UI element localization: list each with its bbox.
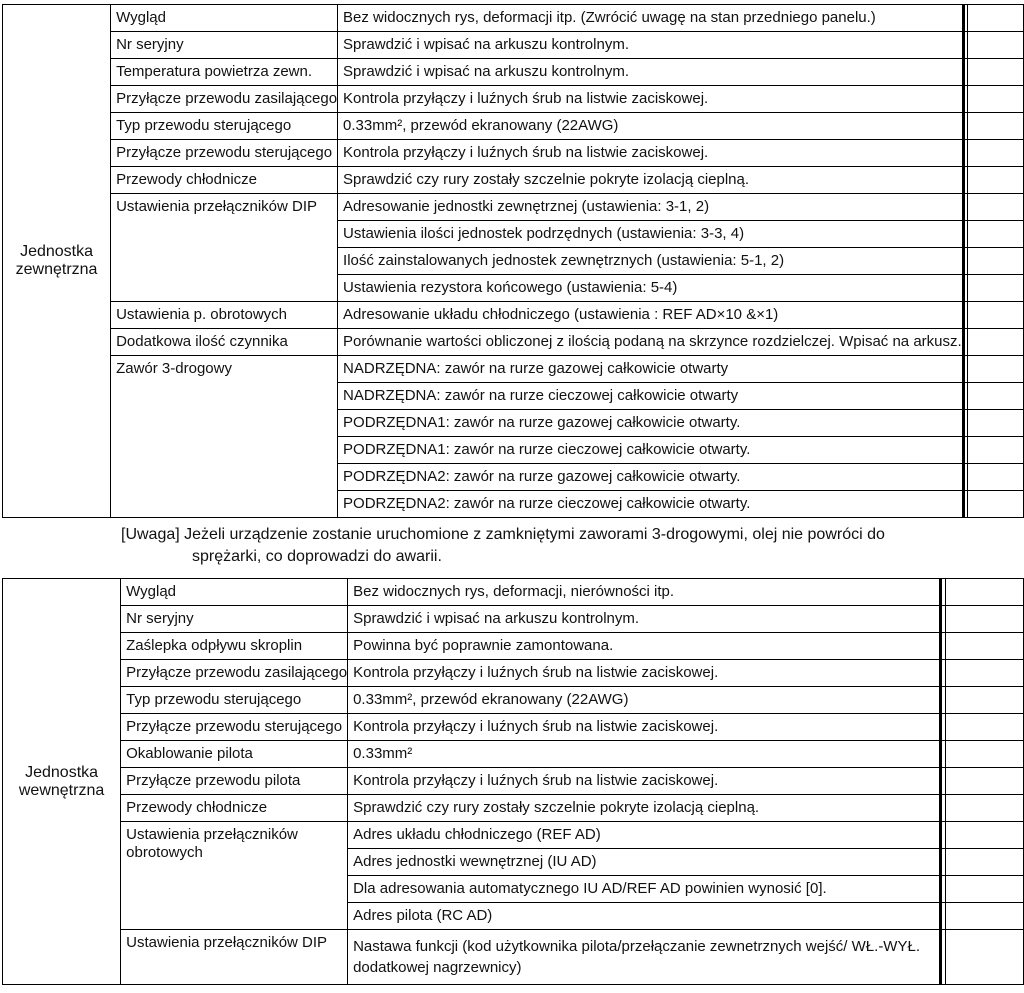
row-value: Nastawa funkcji (kod użytkownika pilota/przełączanie zewnetrznych wejść/ WŁ.-WYŁ. dodatkowej nagrzewnicy) — [348, 930, 941, 985]
remarks-cell[interactable] — [946, 606, 1024, 633]
row-value: Ilość zainstalowanych jednostek zewnętrznych (ustawienia: 5-1, 2) — [338, 248, 964, 275]
row-label: Wygląd — [111, 5, 338, 32]
row-label: Przyłącze przewodu zasilającego — [121, 660, 348, 687]
remarks-cell[interactable] — [967, 275, 1023, 302]
row-value: Bez widocznych rys, deformacji, nierówności itp. — [348, 579, 941, 606]
row-value: Ustawienia ilości jednostek podrzędnych (ustawienia: 3-3, 4) — [338, 221, 964, 248]
remarks-cell[interactable] — [946, 633, 1024, 660]
dip-switch-label: Ustawienia przełączników DIP — [121, 930, 348, 985]
row-label: Ustawienia p. obrotowych — [111, 302, 338, 329]
table-row — [3, 167, 1024, 194]
table-row — [3, 194, 1024, 221]
remarks-cell[interactable] — [946, 822, 1024, 849]
table-row — [3, 930, 1024, 985]
row-value: Kontrola przyłączy i luźnych śrub na listwie zaciskowej. — [338, 140, 964, 167]
remarks-cell[interactable] — [946, 903, 1024, 930]
row-value: Powinna być poprawnie zamontowana. — [348, 633, 941, 660]
row-value: PODRZĘDNA2: zawór na rurze gazowej całkowicie otwarty. — [338, 464, 964, 491]
table-row — [3, 714, 1024, 741]
table-row — [3, 633, 1024, 660]
row-value: NADRZĘDNA: zawór na rurze gazowej całkowicie otwarty — [338, 356, 964, 383]
row-value: Adresowanie jednostki zewnętrznej (ustawienia: 3-1, 2) — [338, 194, 964, 221]
remarks-cell[interactable] — [967, 86, 1023, 113]
remarks-cell[interactable] — [967, 302, 1023, 329]
outdoor-unit-checklist — [2, 4, 1024, 518]
remarks-cell[interactable] — [967, 167, 1023, 194]
row-label: Okablowanie pilota — [121, 741, 348, 768]
valve-label: Zawór 3-drogowy — [111, 356, 338, 518]
warning-note — [121, 524, 1021, 568]
table-row — [3, 356, 1024, 383]
table-row — [3, 32, 1024, 59]
row-label: Nr seryjny — [111, 32, 338, 59]
row-value: Adresowanie układu chłodniczego (ustawienia : REF AD×10 &×1) — [338, 302, 964, 329]
row-value: Sprawdzić i wpisać na arkuszu kontrolnym. — [348, 606, 941, 633]
remarks-cell[interactable] — [967, 491, 1023, 518]
remarks-cell[interactable] — [967, 194, 1023, 221]
table-row — [3, 660, 1024, 687]
row-label: Typ przewodu sterującego — [111, 113, 338, 140]
indoor-unit-checklist — [2, 578, 1024, 985]
row-label: Zaślepka odpływu skroplin — [121, 633, 348, 660]
row-value: Kontrola przyłączy i luźnych śrub na listwie zaciskowej. — [348, 660, 941, 687]
remarks-cell[interactable] — [946, 849, 1024, 876]
remarks-cell[interactable] — [967, 32, 1023, 59]
note-line-2: sprężarki, co doprowadzi do awarii. — [192, 548, 442, 565]
row-label: Przewody chłodnicze — [111, 167, 338, 194]
remarks-cell[interactable] — [967, 329, 1023, 356]
remarks-cell[interactable] — [967, 383, 1023, 410]
table-row — [3, 59, 1024, 86]
table-row — [3, 579, 1024, 606]
remarks-cell[interactable] — [967, 221, 1023, 248]
row-value: Kontrola przyłączy i luźnych śrub na listwie zaciskowej. — [338, 86, 964, 113]
row-value: 0.33mm², przewód ekranowany (22AWG) — [338, 113, 964, 140]
row-value: PODRZĘDNA1: zawór na rurze gazowej całkowicie otwarty. — [338, 410, 964, 437]
remarks-cell[interactable] — [946, 714, 1024, 741]
remarks-cell[interactable] — [946, 795, 1024, 822]
row-label: Temperatura powietrza zewn. — [111, 59, 338, 86]
row-label: Nr seryjny — [121, 606, 348, 633]
row-value: Ustawienia rezystora końcowego (ustawienia: 5-4) — [338, 275, 964, 302]
row-value: Adres pilota (RC AD) — [348, 903, 941, 930]
remarks-cell[interactable] — [967, 437, 1023, 464]
row-label: Przyłącze przewodu zasilającego — [111, 86, 338, 113]
table-row — [3, 606, 1024, 633]
remarks-cell[interactable] — [967, 5, 1023, 32]
row-value: Adres układu chłodniczego (REF AD) — [348, 822, 941, 849]
table-row — [3, 687, 1024, 714]
table-row — [3, 5, 1024, 32]
table-row — [3, 86, 1024, 113]
row-value: Adres jednostki wewnętrznej (IU AD) — [348, 849, 941, 876]
row-value: PODRZĘDNA2: zawór na rurze cieczowej całkowicie otwarty. — [338, 491, 964, 518]
row-label: Wygląd — [121, 579, 348, 606]
table-row — [3, 140, 1024, 167]
row-label: Przewody chłodnicze — [121, 795, 348, 822]
table-row — [3, 329, 1024, 356]
row-value: Bez widocznych rys, deformacji itp. (Zwrócić uwagę na stan przedniego panelu.) — [338, 5, 964, 32]
row-label: Typ przewodu sterującego — [121, 687, 348, 714]
row-value: 0.33mm² — [348, 741, 941, 768]
row-label: Przyłącze przewodu sterującego — [111, 140, 338, 167]
remarks-cell[interactable] — [967, 140, 1023, 167]
remarks-cell[interactable] — [946, 876, 1024, 903]
dip-switch-label: Ustawienia przełączników DIP — [111, 194, 338, 302]
table-row — [3, 113, 1024, 140]
table-row — [3, 768, 1024, 795]
row-value: Sprawdzić i wpisać na arkuszu kontrolnym. — [338, 59, 964, 86]
remarks-cell[interactable] — [946, 741, 1024, 768]
row-value: Kontrola przyłączy i luźnych śrub na listwie zaciskowej. — [348, 768, 941, 795]
remarks-cell[interactable] — [946, 768, 1024, 795]
remarks-cell[interactable] — [967, 356, 1023, 383]
table-row — [3, 302, 1024, 329]
outdoor-group-label: Jednostka zewnętrzna — [3, 5, 111, 518]
row-value: Porównanie wartości obliczonej z ilością podaną na skrzynce rozdzielczej. Wpisać na arkusz. — [338, 329, 964, 356]
table-row — [3, 741, 1024, 768]
remarks-cell[interactable] — [967, 410, 1023, 437]
rotary-switch-label: Ustawienia przełączników obrotowych — [121, 822, 348, 930]
note-line-1: [Uwaga] Jeżeli urządzenie zostanie uruchomione z zamkniętymi zaworami 3-drogowymi, olej nie powróci do — [121, 526, 885, 543]
row-value: PODRZĘDNA1: zawór na rurze cieczowej całkowicie otwarty. — [338, 437, 964, 464]
row-label: Przyłącze przewodu sterującego — [121, 714, 348, 741]
table-row — [3, 822, 1024, 849]
row-value: Sprawdzić i wpisać na arkuszu kontrolnym. — [338, 32, 964, 59]
row-value: 0.33mm², przewód ekranowany (22AWG) — [348, 687, 941, 714]
remarks-cell[interactable] — [967, 248, 1023, 275]
row-value: Sprawdzić czy rury zostały szczelnie pokryte izolacją cieplną. — [348, 795, 941, 822]
remarks-cell[interactable] — [946, 579, 1024, 606]
remarks-cell[interactable] — [946, 930, 1024, 985]
remarks-cell[interactable] — [946, 660, 1024, 687]
remarks-cell[interactable] — [967, 59, 1023, 86]
row-value: Dla adresowania automatycznego IU AD/REF AD powinien wynosić [0]. — [348, 876, 941, 903]
row-value: Sprawdzić czy rury zostały szczelnie pokryte izolacją cieplną. — [338, 167, 964, 194]
indoor-group-label: Jednostka wewnętrzna — [3, 579, 121, 985]
table-row — [3, 795, 1024, 822]
remarks-cell[interactable] — [967, 464, 1023, 491]
row-label: Przyłącze przewodu pilota — [121, 768, 348, 795]
row-value: NADRZĘDNA: zawór na rurze cieczowej całkowicie otwarty — [338, 383, 964, 410]
remarks-cell[interactable] — [946, 687, 1024, 714]
row-label: Dodatkowa ilość czynnika — [111, 329, 338, 356]
remarks-cell[interactable] — [967, 113, 1023, 140]
row-value: Kontrola przyłączy i luźnych śrub na listwie zaciskowej. — [348, 714, 941, 741]
